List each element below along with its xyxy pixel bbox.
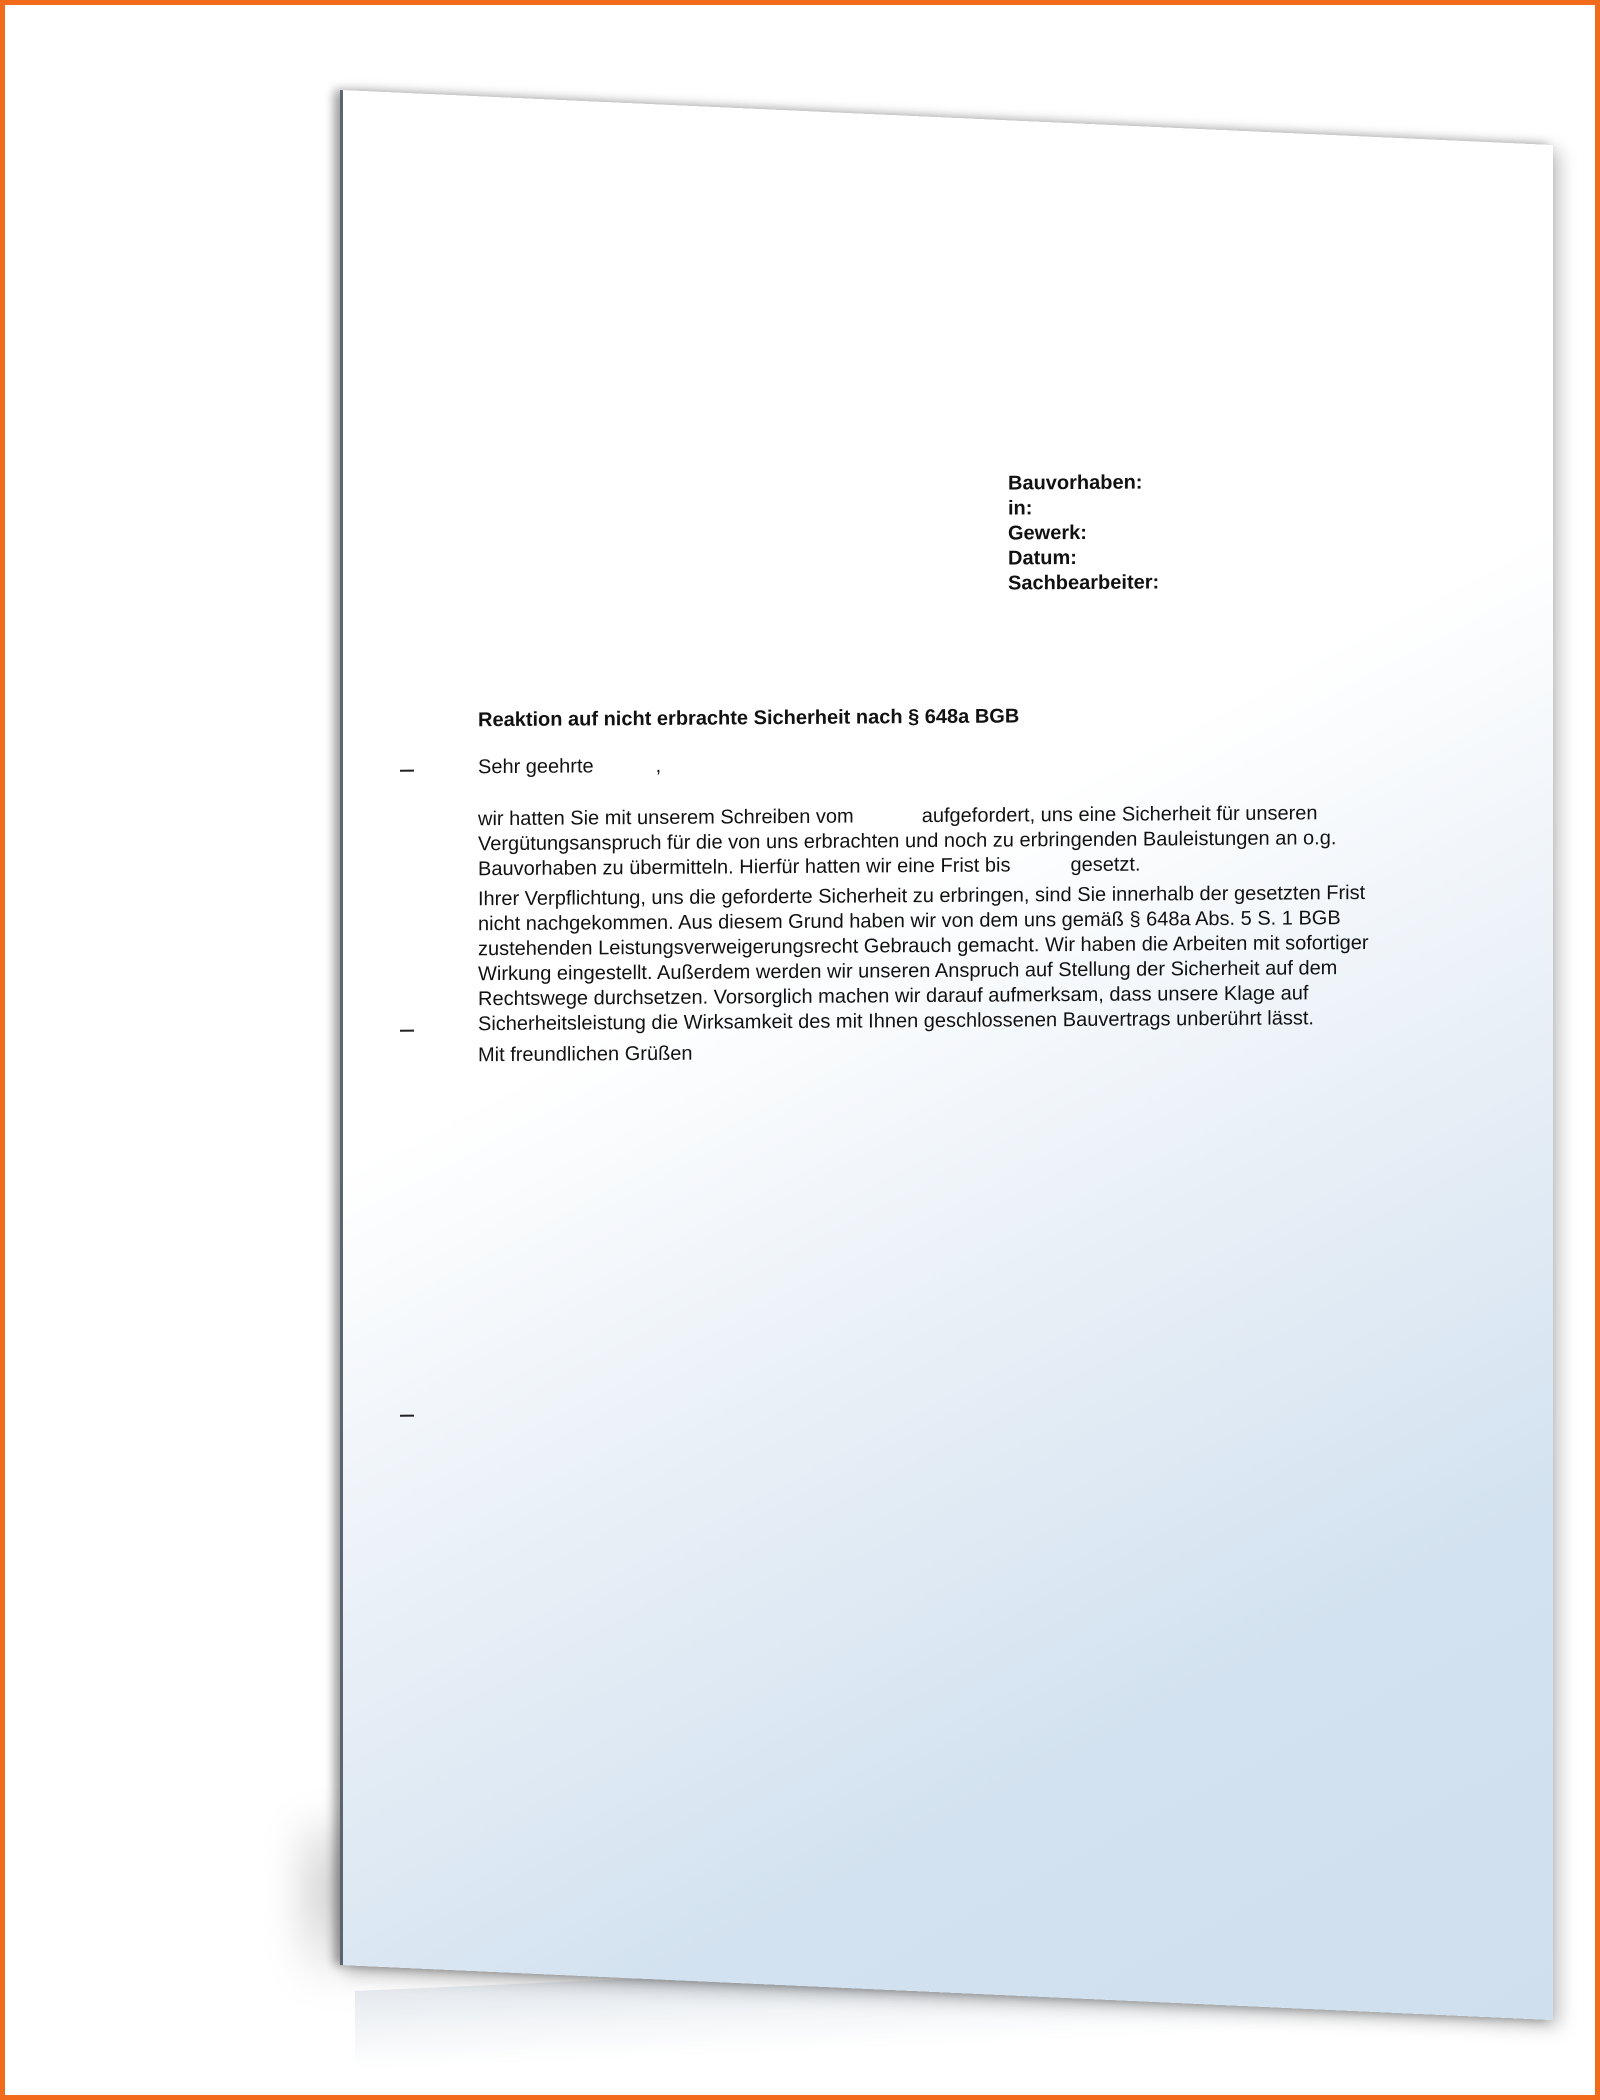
- info-label-sachbearbeiter: Sachbearbeiter:: [1008, 571, 1160, 595]
- salutation-end: ,: [655, 754, 662, 777]
- fold-mark-bottom: [400, 1415, 414, 1417]
- fold-mark-middle: [400, 1030, 414, 1032]
- paragraph-request: [478, 801, 1378, 882]
- salutation-start: Sehr geehrte: [478, 755, 594, 779]
- document-page: [340, 90, 1553, 2020]
- para1-line-1-b: aufgefordert, uns eine Sicherheit für unseren: [921, 802, 1318, 828]
- para1-line-3: [478, 851, 1378, 882]
- paragraph-consequence: [478, 881, 1378, 1037]
- info-label-datum: Datum:: [1008, 547, 1077, 570]
- para1-line-2: Vergütungsanspruch für die von uns erbrachten und noch zu erbringenden Bauleistungen an o.g.: [478, 827, 1337, 856]
- para1-line-3-b: gesetzt.: [1070, 853, 1141, 877]
- para2-line: Wirkung eingestellt. Außerdem werden wir unseren Anspruch auf Stellung der Sicherheit auf dem: [478, 957, 1338, 986]
- para2-line: Ihrer Verpflichtung, uns die geforderte Sicherheit zu erbringen, sind Sie innerhalb der gesetzten Frist: [478, 881, 1366, 911]
- info-label-in: in:: [1008, 497, 1033, 520]
- para2-line: Rechtswege durchsetzen. Vorsorglich machen wir darauf aufmerksam, dass unsere Klage auf: [478, 982, 1309, 1011]
- para2-line: Sicherheitsleistung die Wirksamkeit des mit Ihnen geschlossenen Bauvertrags unberührt lässt.: [478, 1007, 1314, 1036]
- closing-greeting: Mit freundlichen Grüßen: [478, 1042, 693, 1067]
- para2-line: nicht nachgekommen. Aus diesem Grund haben wir von dem uns gemäß § 648a Abs. 5 S. 1 BGB: [478, 907, 1341, 936]
- project-info-block: [1008, 470, 1159, 596]
- salutation: [478, 755, 661, 779]
- para2-line: zustehenden Leistungsverweigerungsrecht Gebrauch gemacht. Wir haben die Arbeiten mit sofortiger: [478, 931, 1369, 961]
- letter-subject: Reaktion auf nicht erbrachte Sicherheit nach § 648a BGB: [478, 705, 1020, 732]
- para1-line-3-a: Bauvorhaben zu übermitteln. Hierfür hatten wir eine Frist bis: [478, 854, 1011, 881]
- page-content: [343, 82, 1553, 1965]
- para1-line-1-a: wir hatten Sie mit unserem Schreiben vom: [478, 805, 854, 831]
- info-label-bauvorhaben: Bauvorhaben:: [1008, 471, 1143, 495]
- info-label-gewerk: Gewerk:: [1008, 521, 1087, 545]
- fold-mark-top: [400, 770, 414, 772]
